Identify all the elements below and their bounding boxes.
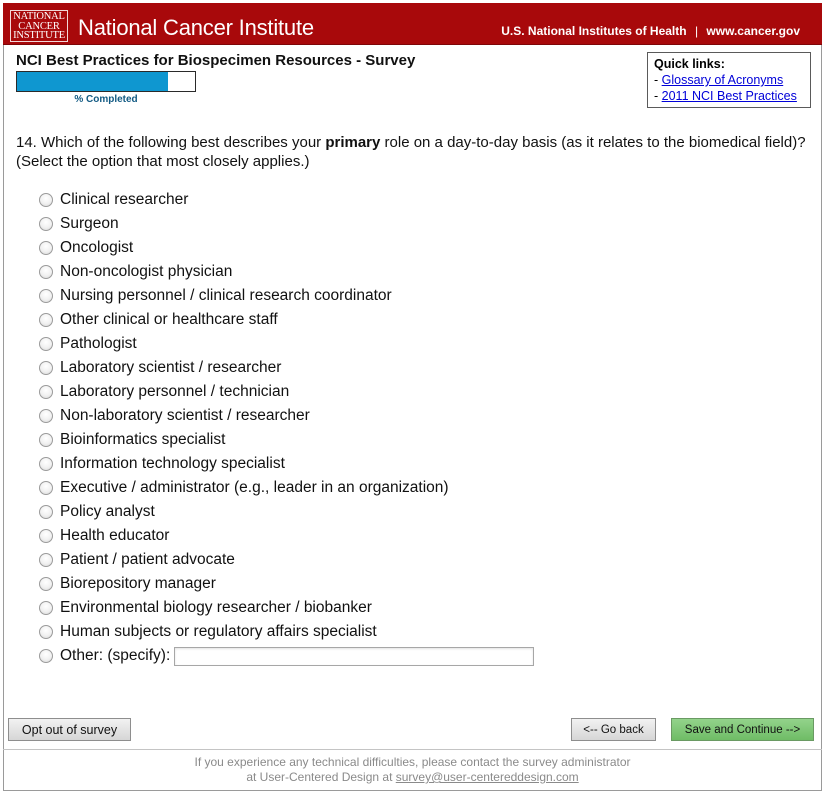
option-label[interactable]: Human subjects or regulatory affairs specialist [60,623,377,640]
answer-option[interactable] [39,620,534,644]
nci-logo[interactable] [10,10,68,42]
answer-option[interactable] [39,596,534,620]
answer-option-other[interactable] [39,644,534,668]
site-title[interactable]: National Cancer Institute [78,15,314,40]
answer-option[interactable] [39,284,534,308]
option-label[interactable]: Other clinical or healthcare staff [60,311,278,328]
header-separator: | [694,24,699,38]
admin-email-link[interactable]: survey@user-centereddesign.com [395,770,579,784]
option-label[interactable]: Non-oncologist physician [60,263,233,280]
answer-option[interactable] [39,476,534,500]
progress-bar [16,71,196,92]
answer-option[interactable] [39,572,534,596]
option-label[interactable]: Laboratory personnel / technician [60,383,290,400]
footer-divider [3,749,822,750]
quick-links-title: Quick links: [654,57,725,71]
option-label[interactable]: Environmental biology researcher / biobanker [60,599,372,616]
answer-option[interactable] [39,260,534,284]
radio-button[interactable] [39,217,53,231]
quick-link-prefix: - [654,89,662,103]
option-label[interactable]: Non-laboratory scientist / researcher [60,407,310,424]
answer-option[interactable] [39,308,534,332]
nih-link[interactable]: U.S. National Institutes of Health [501,24,687,38]
question-text-before: 14. Which of the following best describes your [16,134,326,151]
radio-button[interactable] [39,289,53,303]
radio-button[interactable] [39,265,53,279]
radio-button[interactable] [39,241,53,255]
option-label[interactable]: Clinical researcher [60,191,189,208]
answer-option[interactable] [39,500,534,524]
option-label[interactable]: Pathologist [60,335,137,352]
footer-line-2-prefix: at User-Centered Design at [246,770,396,784]
cancer-gov-link[interactable]: www.cancer.gov [706,24,800,38]
radio-button[interactable] [39,193,53,207]
quick-link-item [654,72,804,88]
quick-link-prefix: - [654,73,662,87]
go-back-button[interactable]: <-- Go back [571,718,656,741]
answer-options [39,188,534,668]
glossary-link[interactable]: Glossary of Acronyms [661,73,784,87]
answer-option[interactable] [39,356,534,380]
option-label[interactable]: Information technology specialist [60,455,285,472]
answer-option[interactable] [39,452,534,476]
radio-button[interactable] [39,457,53,471]
option-label[interactable]: Surgeon [60,215,119,232]
header-org-links [501,24,800,38]
option-label[interactable]: Laboratory scientist / researcher [60,359,282,376]
radio-button[interactable] [39,385,53,399]
radio-button[interactable] [39,505,53,519]
radio-button[interactable] [39,313,53,327]
radio-button[interactable] [39,649,53,663]
question-emphasis: primary [325,134,381,151]
logo-line: NATIONAL [13,11,65,22]
logo-line: INSTITUTE [13,30,65,41]
radio-button[interactable] [39,481,53,495]
answer-option[interactable] [39,212,534,236]
radio-button[interactable] [39,409,53,423]
answer-option[interactable] [39,524,534,548]
radio-button[interactable] [39,337,53,351]
logo-line: CANCER [18,20,60,32]
other-option-label[interactable]: Other: (specify): [60,647,171,664]
survey-title: NCI Best Practices for Biospecimen Resources - Survey [16,52,416,69]
option-label[interactable]: Policy analyst [60,503,155,520]
option-label[interactable]: Biorepository manager [60,575,216,592]
opt-out-button[interactable]: Opt out of survey [8,718,131,741]
radio-button[interactable] [39,433,53,447]
footer-line-1: If you experience any technical difficulties, please contact the survey administrator [194,755,631,769]
option-label[interactable]: Health educator [60,527,170,544]
option-label[interactable]: Bioinformatics specialist [60,431,226,448]
progress-label: % Completed [74,94,138,105]
question-text-after: role on a day-to-day basis (as it relates to the biomedical field)? (Select the option that most closely applies.) [16,134,806,170]
option-label[interactable]: Patient / patient advocate [60,551,235,568]
other-specify-input[interactable] [174,647,534,666]
quick-links-box [647,52,811,108]
option-label[interactable]: Oncologist [60,239,134,256]
answer-option[interactable] [39,236,534,260]
radio-button[interactable] [39,601,53,615]
best-practices-link[interactable]: 2011 NCI Best Practices [661,89,797,103]
option-label[interactable]: Nursing personnel / clinical research coordinator [60,287,392,304]
site-header [3,3,822,45]
radio-button[interactable] [39,577,53,591]
radio-button[interactable] [39,625,53,639]
answer-option[interactable] [39,404,534,428]
answer-option[interactable] [39,188,534,212]
footer [3,755,822,785]
progress-bar-fill [17,72,168,91]
option-label[interactable]: Executive / administrator (e.g., leader in an organization) [60,479,449,496]
radio-button[interactable] [39,529,53,543]
radio-button[interactable] [39,553,53,567]
radio-button[interactable] [39,361,53,375]
question-text [16,133,811,171]
save-continue-button[interactable]: Save and Continue --> [671,718,814,741]
footer-line-2 [3,770,822,785]
answer-option[interactable] [39,332,534,356]
answer-option[interactable] [39,428,534,452]
answer-option[interactable] [39,380,534,404]
quick-link-item [654,88,804,104]
answer-option[interactable] [39,548,534,572]
